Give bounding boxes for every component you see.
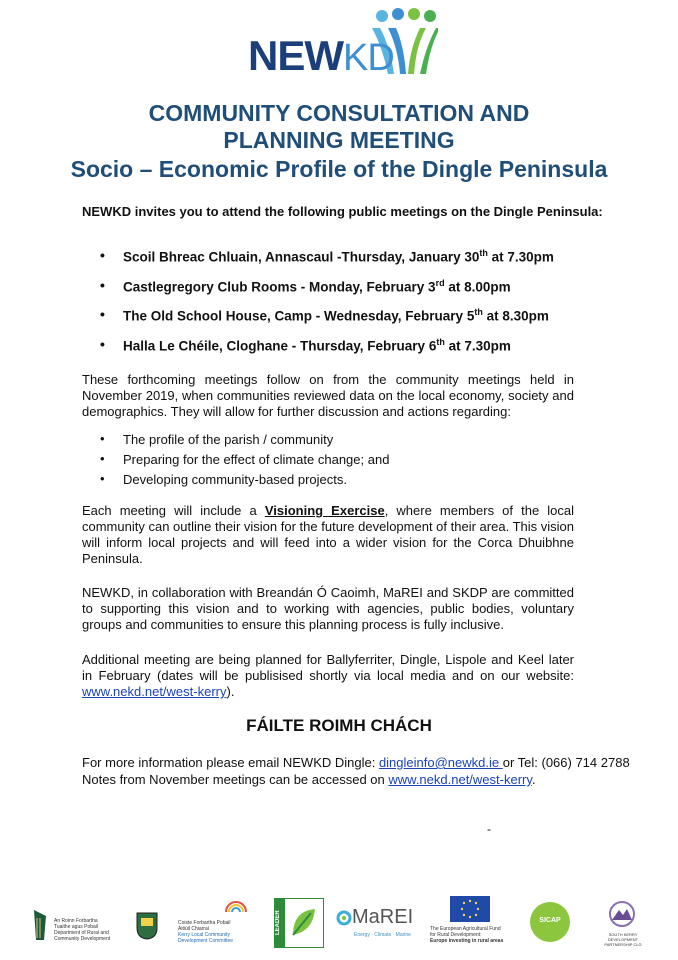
meeting-time: at 8.30pm [482,308,549,324]
meeting-time: at 8.00pm [444,279,511,294]
eu-line: Europe investing in rural areas [430,938,504,944]
notes-link[interactable]: www.nekd.net/west-kerry [388,772,532,787]
welcome-heading: FÁILTE ROIMH CHÁCH [246,716,432,735]
visioning-exercise-highlight: Visioning Exercise [264,503,385,518]
lcdc-line: Development Committee [178,938,234,944]
eu-eafrd-logo [430,894,520,950]
phone-text: or Tel: (066) 714 2788 [502,755,630,770]
paragraph-background: These forthcoming meetings follow on from the community meetings held in November 2019, when communities reviewed data on the local economy, society and demographics. They will allow for further discussion and actions regarding: [82,372,574,419]
logo-main-text: NEW [248,32,343,79]
sponsor-logos [30,894,650,950]
para2-text-before: Each meeting will include a [82,503,265,518]
title-line-2: PLANNING MEETING [223,127,455,153]
harp-icon [30,908,50,942]
marei-tagline: Energy · Climate · Marine [354,932,411,938]
website-link[interactable]: www.nekd.net/west-kerry [82,684,227,699]
meeting-item [100,248,554,278]
dept-line: Community Development [54,936,111,942]
para4-text-after: ). [226,684,235,699]
meetings-list [100,248,554,366]
lcdc-line: Áitiúil Chiarraí [178,926,210,932]
leader-label: LEADER [275,899,285,947]
contact-line-2 [82,771,630,788]
logo-suffix-text: KD [343,37,394,79]
skdp-logo [596,894,650,950]
newkd-logo [248,6,438,79]
marei-logo [336,900,428,946]
intro-text: NEWKD invites you to attend the following public meetings on the Dingle Peninsula: [82,204,603,219]
title-line-1: COMMUNITY CONSULTATION AND [148,100,530,126]
notes-text: Notes from November meetings can be accessed on [82,772,389,787]
lcdc-line: Kerry Local Community [178,932,230,938]
para2-text-after: , where members of the local community can outline their vision for the future development of their area. This vision will inform local projects and will feed into a wider vision for the Corca Dhuibhne Peninsula. [82,503,575,566]
marei-name: MaREI [352,906,414,928]
dept-line: Department of Rural and [54,930,109,936]
topics-list [100,432,389,492]
meeting-item [100,337,554,367]
dept-line: An Roinn Forbartha [54,918,98,924]
contact-text: For more information please email NEWKD Dingle: [82,755,379,770]
logo-wordmark [248,32,394,80]
mountain-circle-icon [608,900,636,928]
skdp-label: SOUTH KERRY DEVELOPMENT PARTNERSHIP CLG [604,932,642,947]
meeting-text: The Old School House, Camp - Wednesday, February 5 [123,308,475,324]
page-title [0,100,678,154]
meeting-text: Scoil Bhreac Chluain, Annascaul -Thursday, January 30 [123,249,480,265]
kerry-lcdc-logo [178,894,258,950]
meeting-time: at 7.30pm [444,338,511,353]
page-subtitle: Socio – Economic Profile of the Dingle Peninsula [70,156,608,182]
email-link[interactable]: dingleinfo@newkd.ie [378,755,503,770]
para4-text-before: Additional meeting are being planned for Ballyferriter, Dingle, Lispole and Keel later in February (dates will be publisised shortly via local media and on our website: [82,652,574,683]
sicap-label: SICAP [539,917,561,924]
eu-line: The European Agricultural Fund [430,926,501,932]
contact-info [82,754,630,788]
meeting-item [100,278,554,308]
date-suffix: th [479,248,488,258]
date-suffix: th [474,307,483,317]
eu-line: for Rural Development: [430,932,482,938]
meeting-time: at 7.30pm [487,249,554,265]
dept-rural-logo [30,894,130,950]
meeting-text: Castlegregory Club Rooms - Monday, February 3 [123,279,436,294]
paragraph-visioning [82,503,574,567]
sicap-logo [530,902,570,942]
notes-text-end: . [531,772,536,787]
marei-swirl-icon [336,910,352,926]
paragraph-collaboration: NEWKD, in collaboration with Breandán Ó Caoimh, MaREI and SKDP are committed to supporting this vision and to working with agencies, public bodies, voluntary groups and communities to ensure this planning process is fully inclusive. [82,585,574,632]
paragraph-additional-meetings [82,652,574,700]
meeting-item [100,307,554,337]
eu-flag-icon [450,896,490,922]
dept-line: Tuaithe agus Pobail [54,924,99,930]
date-suffix: rd [435,277,445,288]
kerry-crest-icon [136,912,158,940]
stray-dash: - [487,822,491,836]
date-suffix: th [436,336,445,347]
contact-line-1 [82,754,630,771]
lcdc-line: Coiste Forbartha Pobail [178,920,231,926]
topic-item: • Developing community-based projects. [100,472,389,492]
topic-item: • Preparing for the effect of climate change; and [100,452,389,472]
leaf-icon [289,905,319,939]
meeting-text: Halla Le Chéile, Cloghane - Thursday, February 6 [123,338,437,353]
rainbow-icon [224,898,248,912]
topic-item: • The profile of the parish / community [100,432,389,452]
leader-logo [274,898,324,948]
